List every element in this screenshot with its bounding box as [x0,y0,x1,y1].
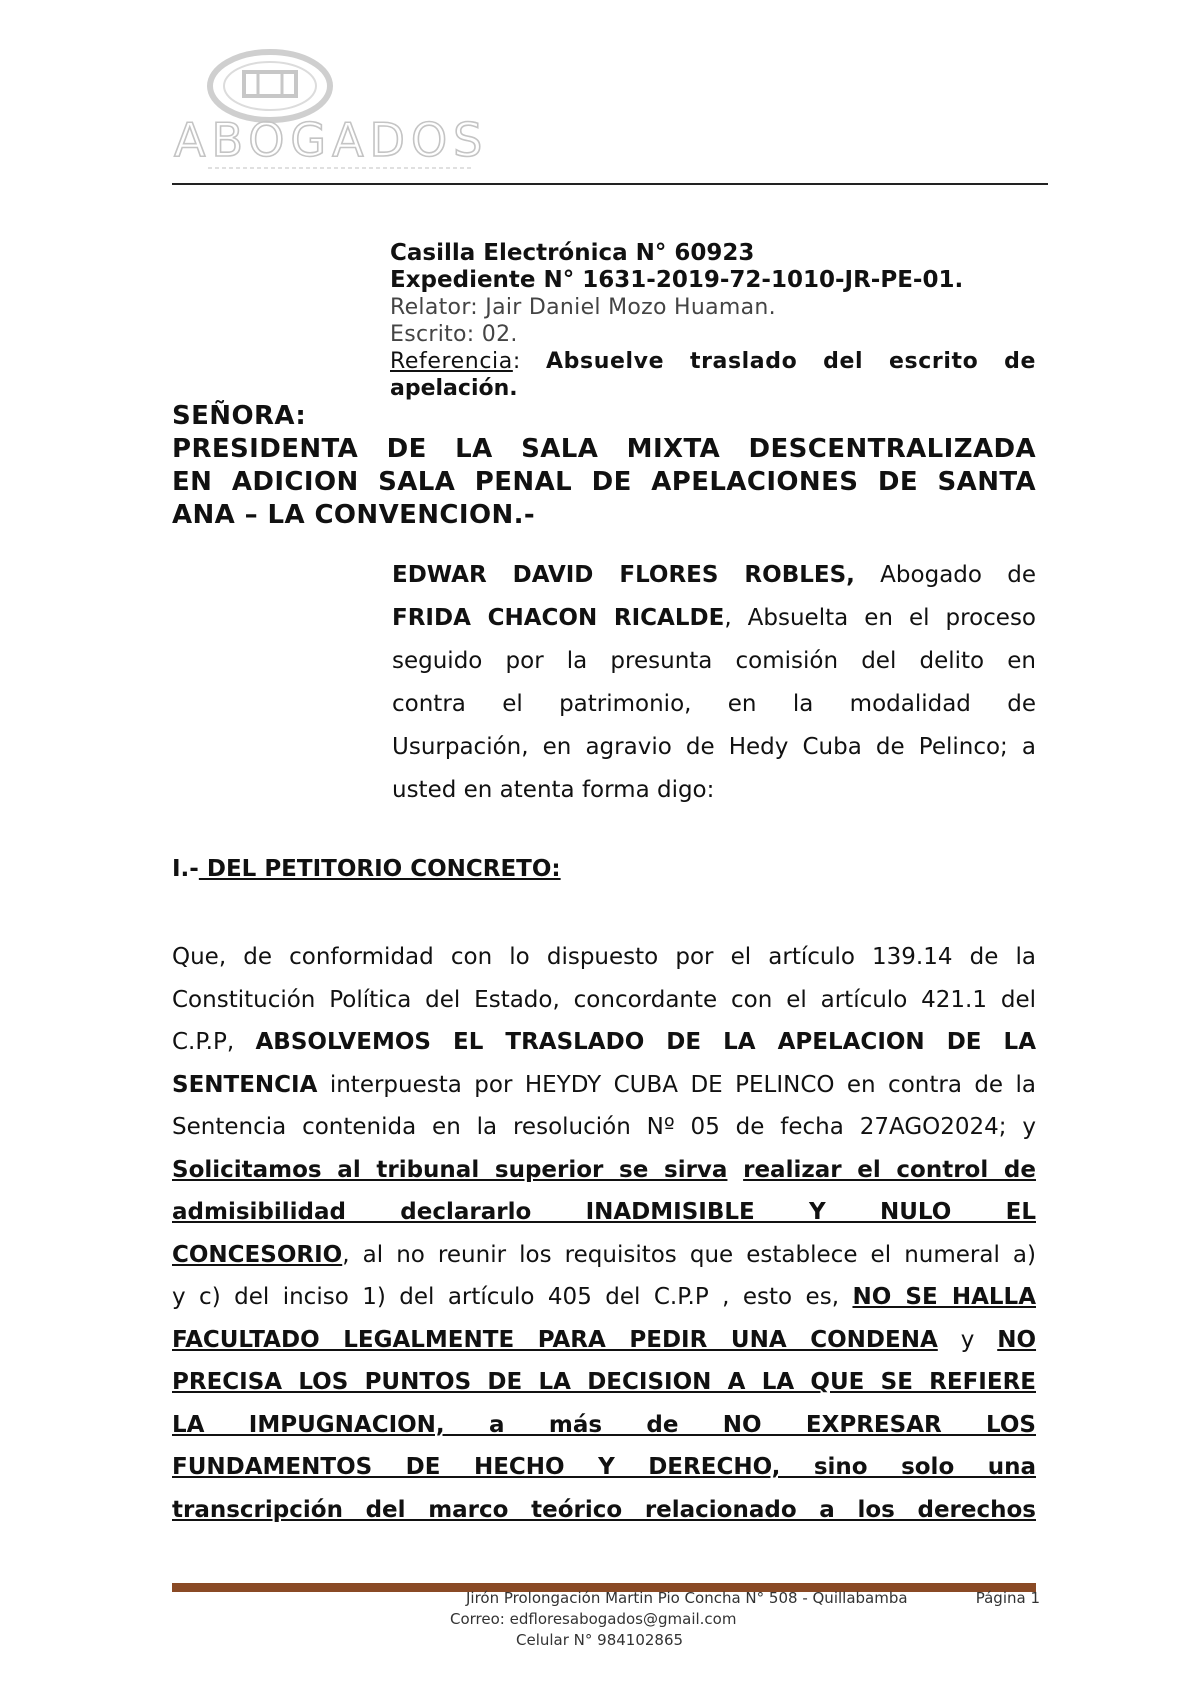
footer-email: Correo: edfloresabogados@gmail.com [450,1610,737,1628]
body-line-6-b: realizar el control de [743,1156,1036,1183]
logo-text: ABOGADOS [174,113,489,167]
body-line-8-rest: , al no reunir los requisitos que establece el numeral a) [342,1241,1036,1268]
section-title: DEL PETITORIO CONCRETO: [198,856,561,882]
body-line-4-b: SENTENCIA [172,1071,318,1098]
casilla-line: Casilla Electrónica N° 60923 [390,240,755,266]
client-name: FRIDA CHACON RICALDE [392,605,725,631]
intro-line-2-rest: , Absuelta en el proceso [724,605,1037,631]
body-line-12: LA IMPUGNACION, a más de NO EXPRESAR LOS [172,1411,1036,1438]
body-line-3-a: C.P.P, [172,1029,235,1055]
intro-line-1 [392,554,1036,597]
body-line-14: transcripción del marco teórico relacionado a los derechos [172,1496,1036,1523]
escrito-line: Escrito: 02. [390,322,518,347]
addressee-line-2: PRESIDENTA DE LA SALA MIXTA DESCENTRALIZADA [172,434,1036,464]
intro-line-5: Usurpación, en agravio de Hedy Cuba de Pelinco; a [392,734,1036,760]
footer-row-1 [420,1588,1040,1609]
header-rule [172,183,1048,185]
body-line-7: admisibilidad declararlo INADMISIBLE Y NULO EL [172,1199,1036,1225]
body-line-3 [172,1021,1036,1064]
addressee-line-1: SEÑORA: [172,401,307,431]
petitorio-paragraph [172,936,1036,1531]
body-line-2: Constitución Política del Estado, concordante con el artículo 421.1 del [172,986,1036,1013]
intro-line-1-rest: Abogado de [854,562,1036,588]
body-line-3-b: ABSOLVEMOS EL TRASLADO DE LA APELACION DE LA [255,1029,1036,1055]
body-line-5: Sentencia contenida en la resolución Nº 05 de fecha 27AGO2024; y [172,1114,1036,1140]
referencia-line [390,348,1036,375]
firm-logo [172,44,512,174]
body-line-10-y: y [960,1326,975,1353]
intro-paragraph [392,554,1036,812]
addressee-line-3: EN ADICION SALA PENAL DE APELACIONES DE SANTA [172,467,1036,497]
body-line-8-b: CONCESORIO [172,1241,343,1268]
body-line-9 [172,1276,1036,1319]
body-line-10-b: FACULTADO LEGALMENTE PARA PEDIR UNA CONDENA [172,1326,938,1353]
referencia-text: Absuelve traslado del escrito de [546,349,1037,374]
page-number: Página 1 [975,1589,1040,1607]
lawyer-name: EDWAR DAVID FLORES ROBLES, [392,562,855,588]
addressee-line-4: ANA – LA CONVENCION.- [172,500,536,530]
body-line-1: Que, de conformidad con lo dispuesto por el artículo 139.14 de la [172,944,1036,970]
intro-line-2 [392,597,1036,640]
body-line-10-c: NO [997,1326,1037,1353]
body-line-6-a: Solicitamos al tribunal superior se sirva [172,1156,728,1183]
referencia-sep: : [512,349,521,374]
expediente-line: Expediente N° 1631-2019-72-1010-JR-PE-01. [390,267,964,293]
reference-block [390,240,1036,402]
body-line-13: FUNDAMENTOS DE HECHO Y DERECHO, sino solo una [172,1454,1036,1480]
page-footer [420,1588,1040,1651]
footer-address: Jirón Prolongación Martin Pio Concha N° 508 - Quillabamba [466,1589,908,1607]
addressee [172,400,1036,532]
intro-line-6: usted en atenta forma digo: [392,777,715,803]
referencia-label: Referencia [390,349,513,374]
intro-line-3: seguido por la presunta comisión del delito en [392,648,1036,674]
body-line-9-b: NO SE HALLA [852,1284,1036,1310]
section-heading [172,856,561,882]
body-line-10 [172,1319,1036,1362]
referencia-continued: apelación. [390,376,518,401]
body-line-4-rest: interpuesta por HEYDY CUBA DE PELINCO en contra de la [317,1071,1036,1098]
body-line-8 [172,1234,1036,1277]
body-line-4 [172,1064,1036,1107]
intro-line-4: contra el patrimonio, en la modalidad de [392,691,1036,717]
body-line-11: PRECISA LOS PUNTOS DE LA DECISION A LA QUE SE REFIERE [172,1369,1036,1395]
section-number: I.- [172,856,199,882]
body-line-9-a: y c) del inciso 1) del artículo 405 del C.P.P , esto es, [172,1284,840,1310]
body-line-6 [172,1149,1036,1192]
relator-line: Relator: Jair Daniel Mozo Huaman. [390,295,776,320]
footer-phone: Celular N° 984102865 [516,1631,684,1649]
